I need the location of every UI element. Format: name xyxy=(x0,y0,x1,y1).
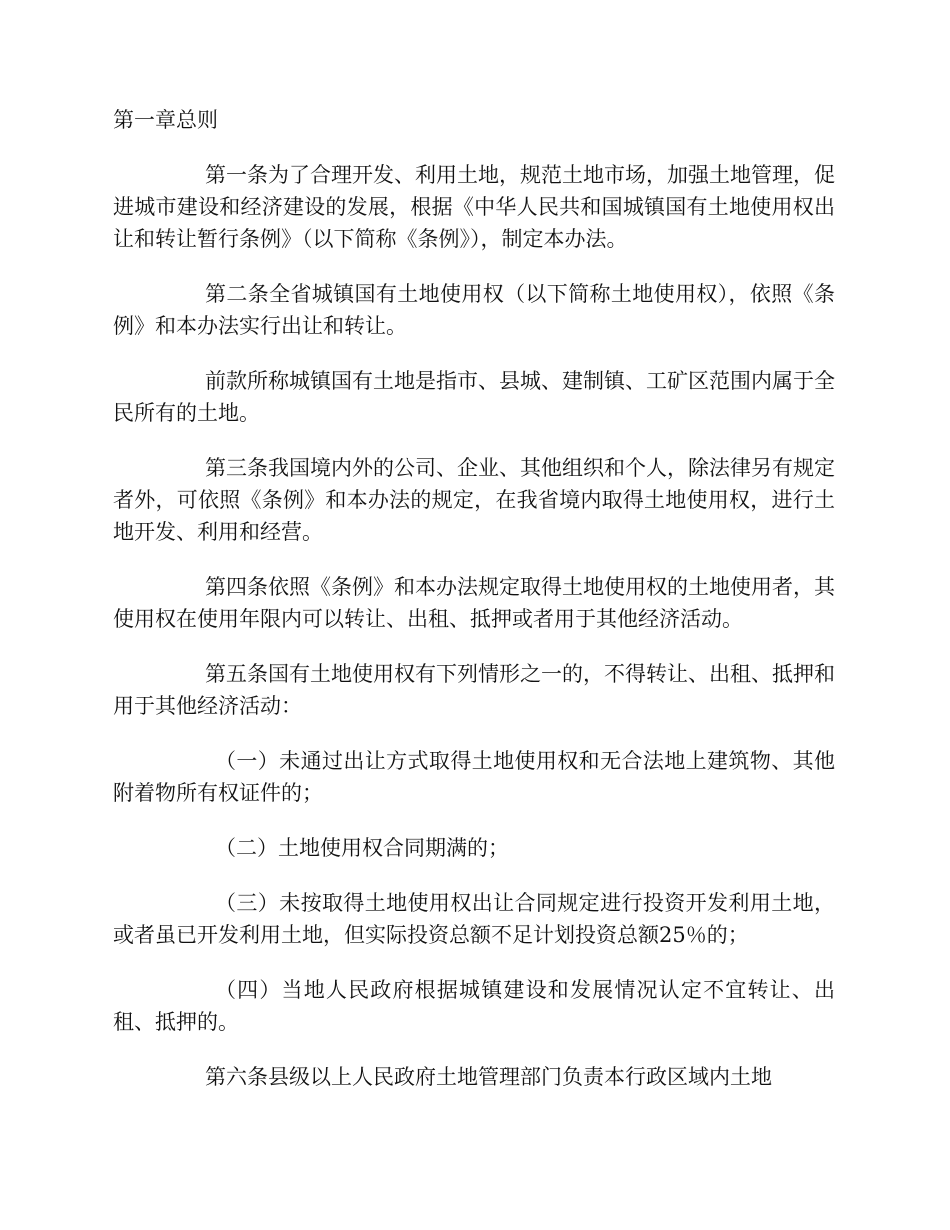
article-6: 第六条县级以上人民政府土地管理部门负责本行政区域内土地 xyxy=(205,1065,772,1089)
article-2: 第二条全省城镇国有土地使用权（以下简称土地使用权），依照《条例》和本办法实行出让和转让。 xyxy=(113,282,835,338)
article-1: 第一条为了合理开发、利用土地，规范土地市场，加强土地管理，促进城市建设和经济建设的发展，根据《中华人民共和国城镇国有土地使用权出让和转让暂行条例》（以下简称《条例》），制定本办法。 xyxy=(113,163,835,251)
article-5-item-2: （二）土地使用权合同期满的； xyxy=(215,836,509,860)
article-2-clause: 前款所称城镇国有土地是指市、县城、建制镇、工矿区范围内属于全民所有的土地。 xyxy=(113,369,835,425)
article-5-item-4: （四）当地人民政府根据城镇建设和发展情况认定不宜转让、出租、抵押的。 xyxy=(113,978,835,1034)
article-3: 第三条我国境内外的公司、企业、其他组织和个人，除法律另有规定者外，可依照《条例》和本办法的规定，在我省境内取得土地使用权，进行土地开发、利用和经营。 xyxy=(113,456,835,544)
article-5-item-3: （三）未按取得土地使用权出让合同规定进行投资开发利用土地，或者虽已开发利用土地，但实际投资总额不足计划投资总额25％的； xyxy=(113,891,835,947)
chapter-title: 第一章总则 xyxy=(113,108,218,132)
article-5: 第五条国有土地使用权有下列情形之一的，不得转让、出租、抵押和用于其他经济活动： xyxy=(113,662,835,718)
article-4: 第四条依照《条例》和本办法规定取得土地使用权的土地使用者，其使用权在使用年限内可以转让、出租、抵押或者用于其他经济活动。 xyxy=(113,575,835,631)
article-5-item-1: （一）未通过出让方式取得土地使用权和无合法地上建筑物、其他附着物所有权证件的； xyxy=(113,749,835,805)
document-body xyxy=(113,104,835,1116)
